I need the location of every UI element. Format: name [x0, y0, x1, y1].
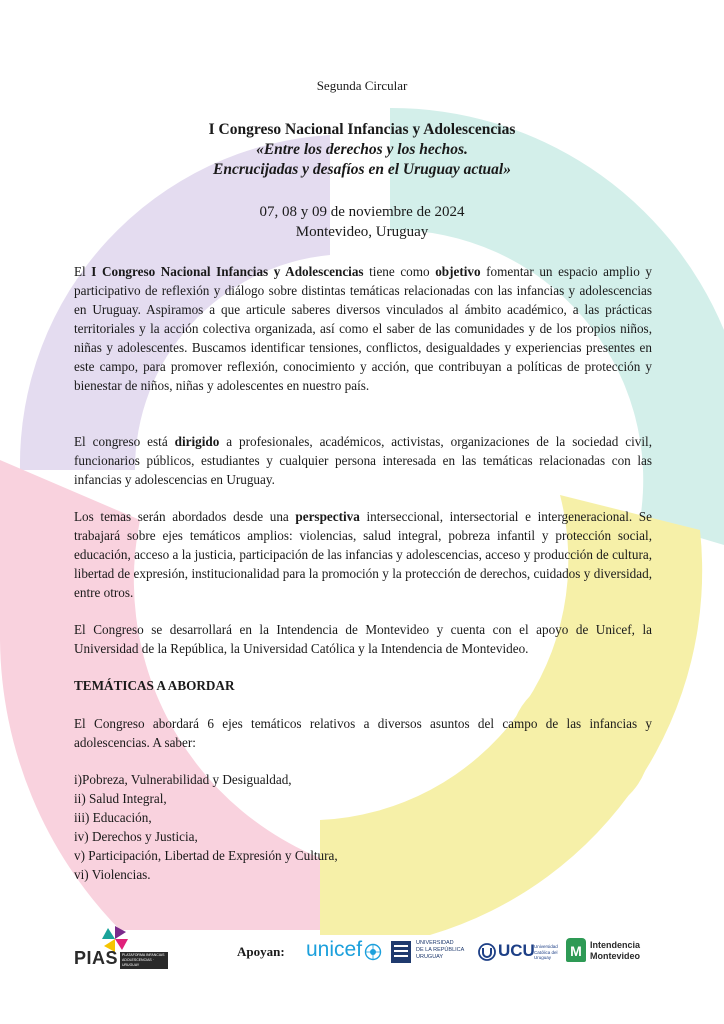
udelar-logo	[390, 938, 470, 966]
globe-icon	[364, 943, 382, 961]
section-intro: El Congreso abordará 6 ejes temáticos relativos a diversos asuntos del campo de las infancias y adolescencias. A saber:	[74, 716, 652, 750]
ucu-text	[534, 944, 558, 961]
congress-subtitle-line1: «Entre los derechos y los hechos.	[256, 141, 468, 158]
thematic-axes-list	[74, 770, 338, 884]
ucu-line3: Uruguay	[534, 955, 552, 960]
p3-bold-perspectiva: perspectiva	[295, 509, 360, 524]
ucu-logo	[478, 938, 560, 966]
udelar-line2: DE LA REPÚBLICA	[416, 947, 465, 953]
list-item: v) Participación, Libertad de Expresión y Cultura,	[74, 848, 338, 863]
section-heading: TEMÁTICAS A ABORDAR	[74, 678, 235, 693]
event-dates: 07, 08 y 09 de noviembre de 2024	[259, 204, 465, 220]
pias-tagline-line1: PLATAFORMA INFANCIAS	[122, 953, 165, 957]
intendencia-text	[590, 940, 640, 962]
p1-bold-congress: I Congreso Nacional Infancias y Adolescencias	[91, 264, 364, 279]
paragraph-objetivo	[74, 262, 652, 395]
p1-text-3: fomentar un espacio amplio y participativo de reflexión y diálogo sobre distintas temáticas relacionadas con las infancias y adolescencias en Uruguay. Aspiramos a que articule saberes diversos vinculados al ámbito académico, a las prácticas territoriales y la acción colectiva organizada, así como el saber de las comunidades y de los propios niños, niñas y adolescentes. Buscamos identificar tensiones, conflictos, desigualdades y experiencias presentes en este campo, para promover reflexión, conocimiento y acción, que contribuyan a políticas de protección y bienestar de niños, niñas y adolescentes en nuestro país.	[74, 264, 652, 393]
paragraph-sede: El Congreso se desarrollará en la Intendencia de Montevideo y cuenta con el apoyo de Unicef, la Universidad de la República, la Universidad Católica y la Intendencia de Montevideo.	[74, 622, 652, 656]
university-crest-icon	[390, 940, 412, 964]
ucu-line1: Universidad	[534, 944, 558, 949]
intendencia-letter: M	[570, 943, 582, 959]
udelar-line1: UNIVERSIDAD	[416, 940, 454, 946]
udelar-text	[416, 940, 464, 961]
apoyan-label: Apoyan:	[237, 944, 285, 959]
list-item: iii) Educación,	[74, 810, 152, 825]
list-item: ii) Salud Integral,	[74, 791, 167, 806]
circular-label: Segunda Circular	[316, 78, 408, 93]
title-block	[0, 120, 724, 180]
event-place: Montevideo, Uruguay	[295, 224, 429, 240]
congress-subtitle-line2: Encrucijadas y desafíos en el Uruguay actual»	[213, 161, 511, 178]
ucu-wordmark: UCU	[498, 941, 535, 960]
udelar-line3: URUGUAY	[416, 954, 444, 960]
intendencia-logo	[566, 936, 646, 966]
footer-logos	[0, 920, 724, 980]
pias-tagline-line2: ADOLESCENCIAS · URUGUAY	[122, 958, 154, 967]
p2-bold-dirigido: dirigido	[174, 434, 220, 449]
congress-title: I Congreso Nacional Infancias y Adolescencias	[208, 121, 516, 138]
date-block	[0, 202, 724, 242]
intendencia-line1: Intendencia	[590, 940, 641, 950]
pias-tagline	[120, 952, 168, 969]
unicef-wordmark: unicef	[306, 938, 363, 961]
p3-text-2: interseccional, intersectorial e intergeneracional. Se trabajará sobre ejes temáticos amplios: violencias, salud integral, pobreza infantil y protección social, educación, acceso a la justicia, participación de las infancias y adolescencias, acceso y producción de cultura, libertad de expresión, institucionalidad para la promoción y la protección de derechos, cuidados y diversidad, entre otros.	[74, 509, 652, 600]
list-item: i)Pobreza, Vulnerabilidad y Desigualdad,	[74, 772, 292, 787]
pias-wordmark: PIAS	[74, 948, 119, 968]
list-item: vi) Violencias.	[74, 867, 151, 882]
ucu-emblem-icon	[478, 943, 496, 961]
intendencia-line2: Montevideo	[590, 951, 641, 961]
p3-text-1: Los temas serán abordados desde una	[74, 509, 296, 524]
pias-logo	[74, 926, 166, 968]
intendencia-emblem-icon	[566, 938, 586, 962]
unicef-logo	[306, 938, 362, 964]
p2-text-2: a profesionales, académicos, activistas, organizaciones de la sociedad civil, funcionarios públicos, estudiantes y cualquier persona interesada en las temáticas relacionadas con las infancias y adolescencias en Uruguay.	[74, 434, 653, 487]
p1-text-2: tiene como	[363, 264, 436, 279]
paragraph-perspectiva	[74, 507, 652, 602]
p1-text-1: El	[74, 264, 92, 279]
paragraph-dirigido	[74, 432, 652, 489]
p1-bold-objetivo: objetivo	[435, 264, 481, 279]
list-item: iv) Derechos y Justicia,	[74, 829, 198, 844]
ucu-line2: Católica del	[534, 949, 558, 955]
p2-text-1: El congreso está	[74, 434, 175, 449]
